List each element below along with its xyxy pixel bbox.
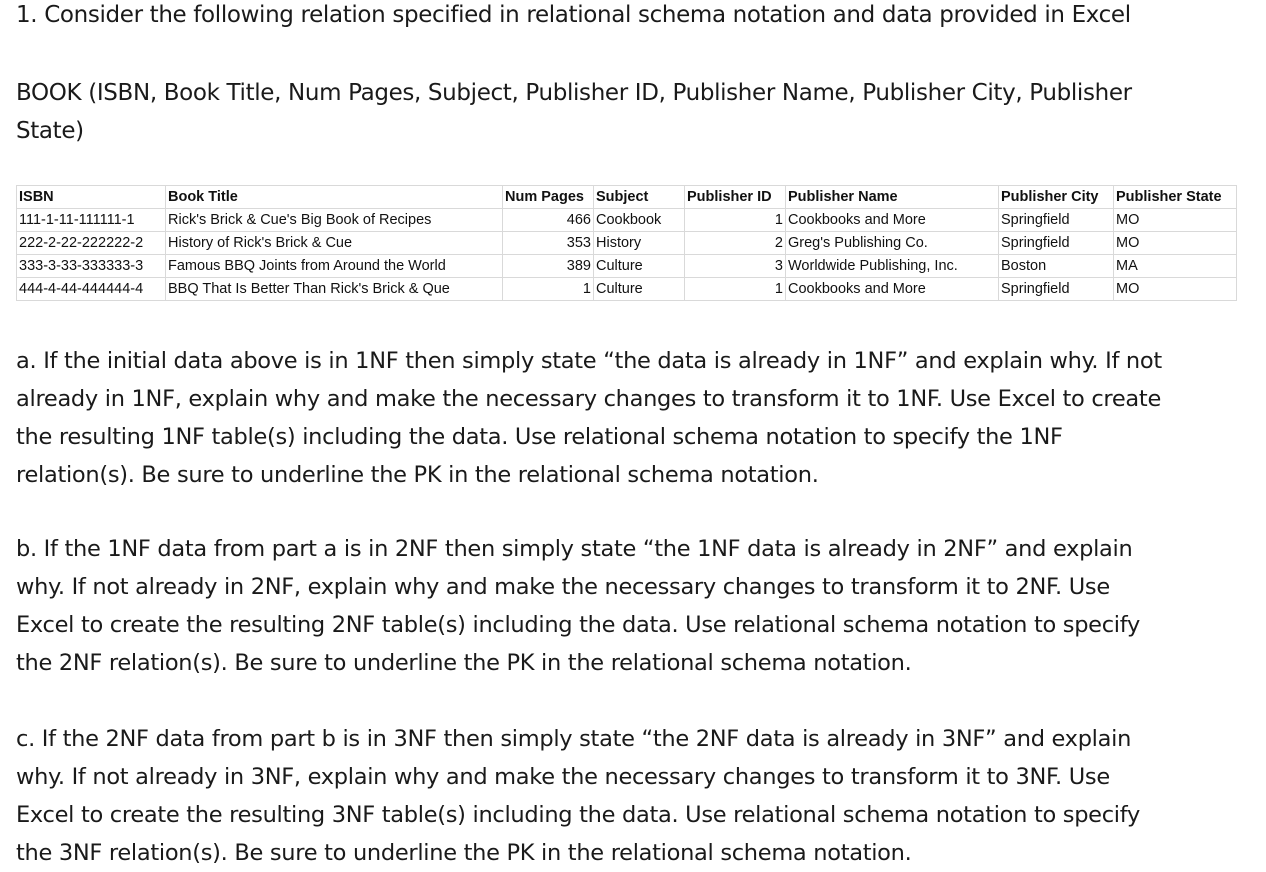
- part-a-line: relation(s). Be sure to underline the PK in the relational schema notation.: [16, 462, 819, 488]
- column-header-subject: Subject: [594, 186, 685, 209]
- cell-publisher-state: MO: [1114, 278, 1237, 301]
- schema-line-1: BOOK (ISBN, Book Title, Num Pages, Subject, Publisher ID, Publisher Name, Publisher City, Publisher: [16, 80, 1132, 106]
- part-a-paragraph: [16, 342, 1246, 494]
- cell-isbn: 333-3-33-333333-3: [17, 255, 166, 278]
- column-header-publisher-state: Publisher State: [1114, 186, 1237, 209]
- cell-publisher-state: MO: [1114, 232, 1237, 255]
- part-c-line: Excel to create the resulting 3NF table(s) including the data. Use relational schema notation to specify: [16, 802, 1140, 828]
- cell-publisher-city: Springfield: [999, 209, 1114, 232]
- cell-publisher-id: 2: [685, 232, 786, 255]
- cell-book-title: Rick's Brick & Cue's Big Book of Recipes: [166, 209, 503, 232]
- cell-publisher-state: MA: [1114, 255, 1237, 278]
- column-header-publisher-city: Publisher City: [999, 186, 1114, 209]
- table-header-row: [17, 186, 1237, 209]
- part-c-line: the 3NF relation(s). Be sure to underline the PK in the relational schema notation.: [16, 840, 912, 866]
- cell-publisher-city: Springfield: [999, 232, 1114, 255]
- cell-publisher-id: 1: [685, 209, 786, 232]
- cell-publisher-name: Greg's Publishing Co.: [786, 232, 999, 255]
- table-row: [17, 255, 1237, 278]
- cell-isbn: 222-2-22-222222-2: [17, 232, 166, 255]
- part-b-line: why. If not already in 2NF, explain why and make the necessary changes to transform it to 2NF. Use: [16, 574, 1110, 600]
- table-row: [17, 209, 1237, 232]
- column-header-num-pages: Num Pages: [503, 186, 594, 209]
- cell-publisher-id: 1: [685, 278, 786, 301]
- cell-publisher-name: Worldwide Publishing, Inc.: [786, 255, 999, 278]
- cell-book-title: BBQ That Is Better Than Rick's Brick & Que: [166, 278, 503, 301]
- part-b-paragraph: [16, 530, 1246, 682]
- cell-subject: Cookbook: [594, 209, 685, 232]
- cell-num-pages: 1: [503, 278, 594, 301]
- cell-publisher-city: Springfield: [999, 278, 1114, 301]
- cell-publisher-id: 3: [685, 255, 786, 278]
- cell-subject: History: [594, 232, 685, 255]
- cell-publisher-name: Cookbooks and More: [786, 209, 999, 232]
- part-b-line: the 2NF relation(s). Be sure to underline the PK in the relational schema notation.: [16, 650, 912, 676]
- part-a-line: already in 1NF, explain why and make the necessary changes to transform it to 1NF. Use Excel to create: [16, 386, 1161, 412]
- column-header-publisher-id: Publisher ID: [685, 186, 786, 209]
- book-data-table: [16, 185, 1237, 301]
- cell-subject: Culture: [594, 278, 685, 301]
- column-header-isbn: ISBN: [17, 186, 166, 209]
- cell-num-pages: 353: [503, 232, 594, 255]
- part-c-line: why. If not already in 3NF, explain why and make the necessary changes to transform it to 3NF. Use: [16, 764, 1110, 790]
- cell-book-title: Famous BBQ Joints from Around the World: [166, 255, 503, 278]
- cell-num-pages: 389: [503, 255, 594, 278]
- relational-schema: [16, 74, 1236, 150]
- question-title: 1. Consider the following relation specified in relational schema notation and data provided in Excel: [16, 2, 1131, 28]
- part-a-line: a. If the initial data above is in 1NF then simply state “the data is already in 1NF” and explain why. If not: [16, 348, 1162, 374]
- cell-subject: Culture: [594, 255, 685, 278]
- cell-publisher-state: MO: [1114, 209, 1237, 232]
- schema-line-2: State): [16, 118, 84, 144]
- table-row: [17, 278, 1237, 301]
- part-b-line: Excel to create the resulting 2NF table(s) including the data. Use relational schema notation to specify: [16, 612, 1140, 638]
- cell-isbn: 111-1-11-111111-1: [17, 209, 166, 232]
- column-header-book-title: Book Title: [166, 186, 503, 209]
- column-header-publisher-name: Publisher Name: [786, 186, 999, 209]
- cell-book-title: History of Rick's Brick & Cue: [166, 232, 503, 255]
- cell-isbn: 444-4-44-444444-4: [17, 278, 166, 301]
- part-c-line: c. If the 2NF data from part b is in 3NF then simply state “the 2NF data is already in 3NF” and explain: [16, 726, 1132, 752]
- part-c-paragraph: [16, 720, 1246, 872]
- cell-publisher-name: Cookbooks and More: [786, 278, 999, 301]
- table-row: [17, 232, 1237, 255]
- part-b-line: b. If the 1NF data from part a is in 2NF then simply state “the 1NF data is already in 2NF” and explain: [16, 536, 1133, 562]
- part-a-line: the resulting 1NF table(s) including the data. Use relational schema notation to specify the 1NF: [16, 424, 1063, 450]
- cell-num-pages: 466: [503, 209, 594, 232]
- cell-publisher-city: Boston: [999, 255, 1114, 278]
